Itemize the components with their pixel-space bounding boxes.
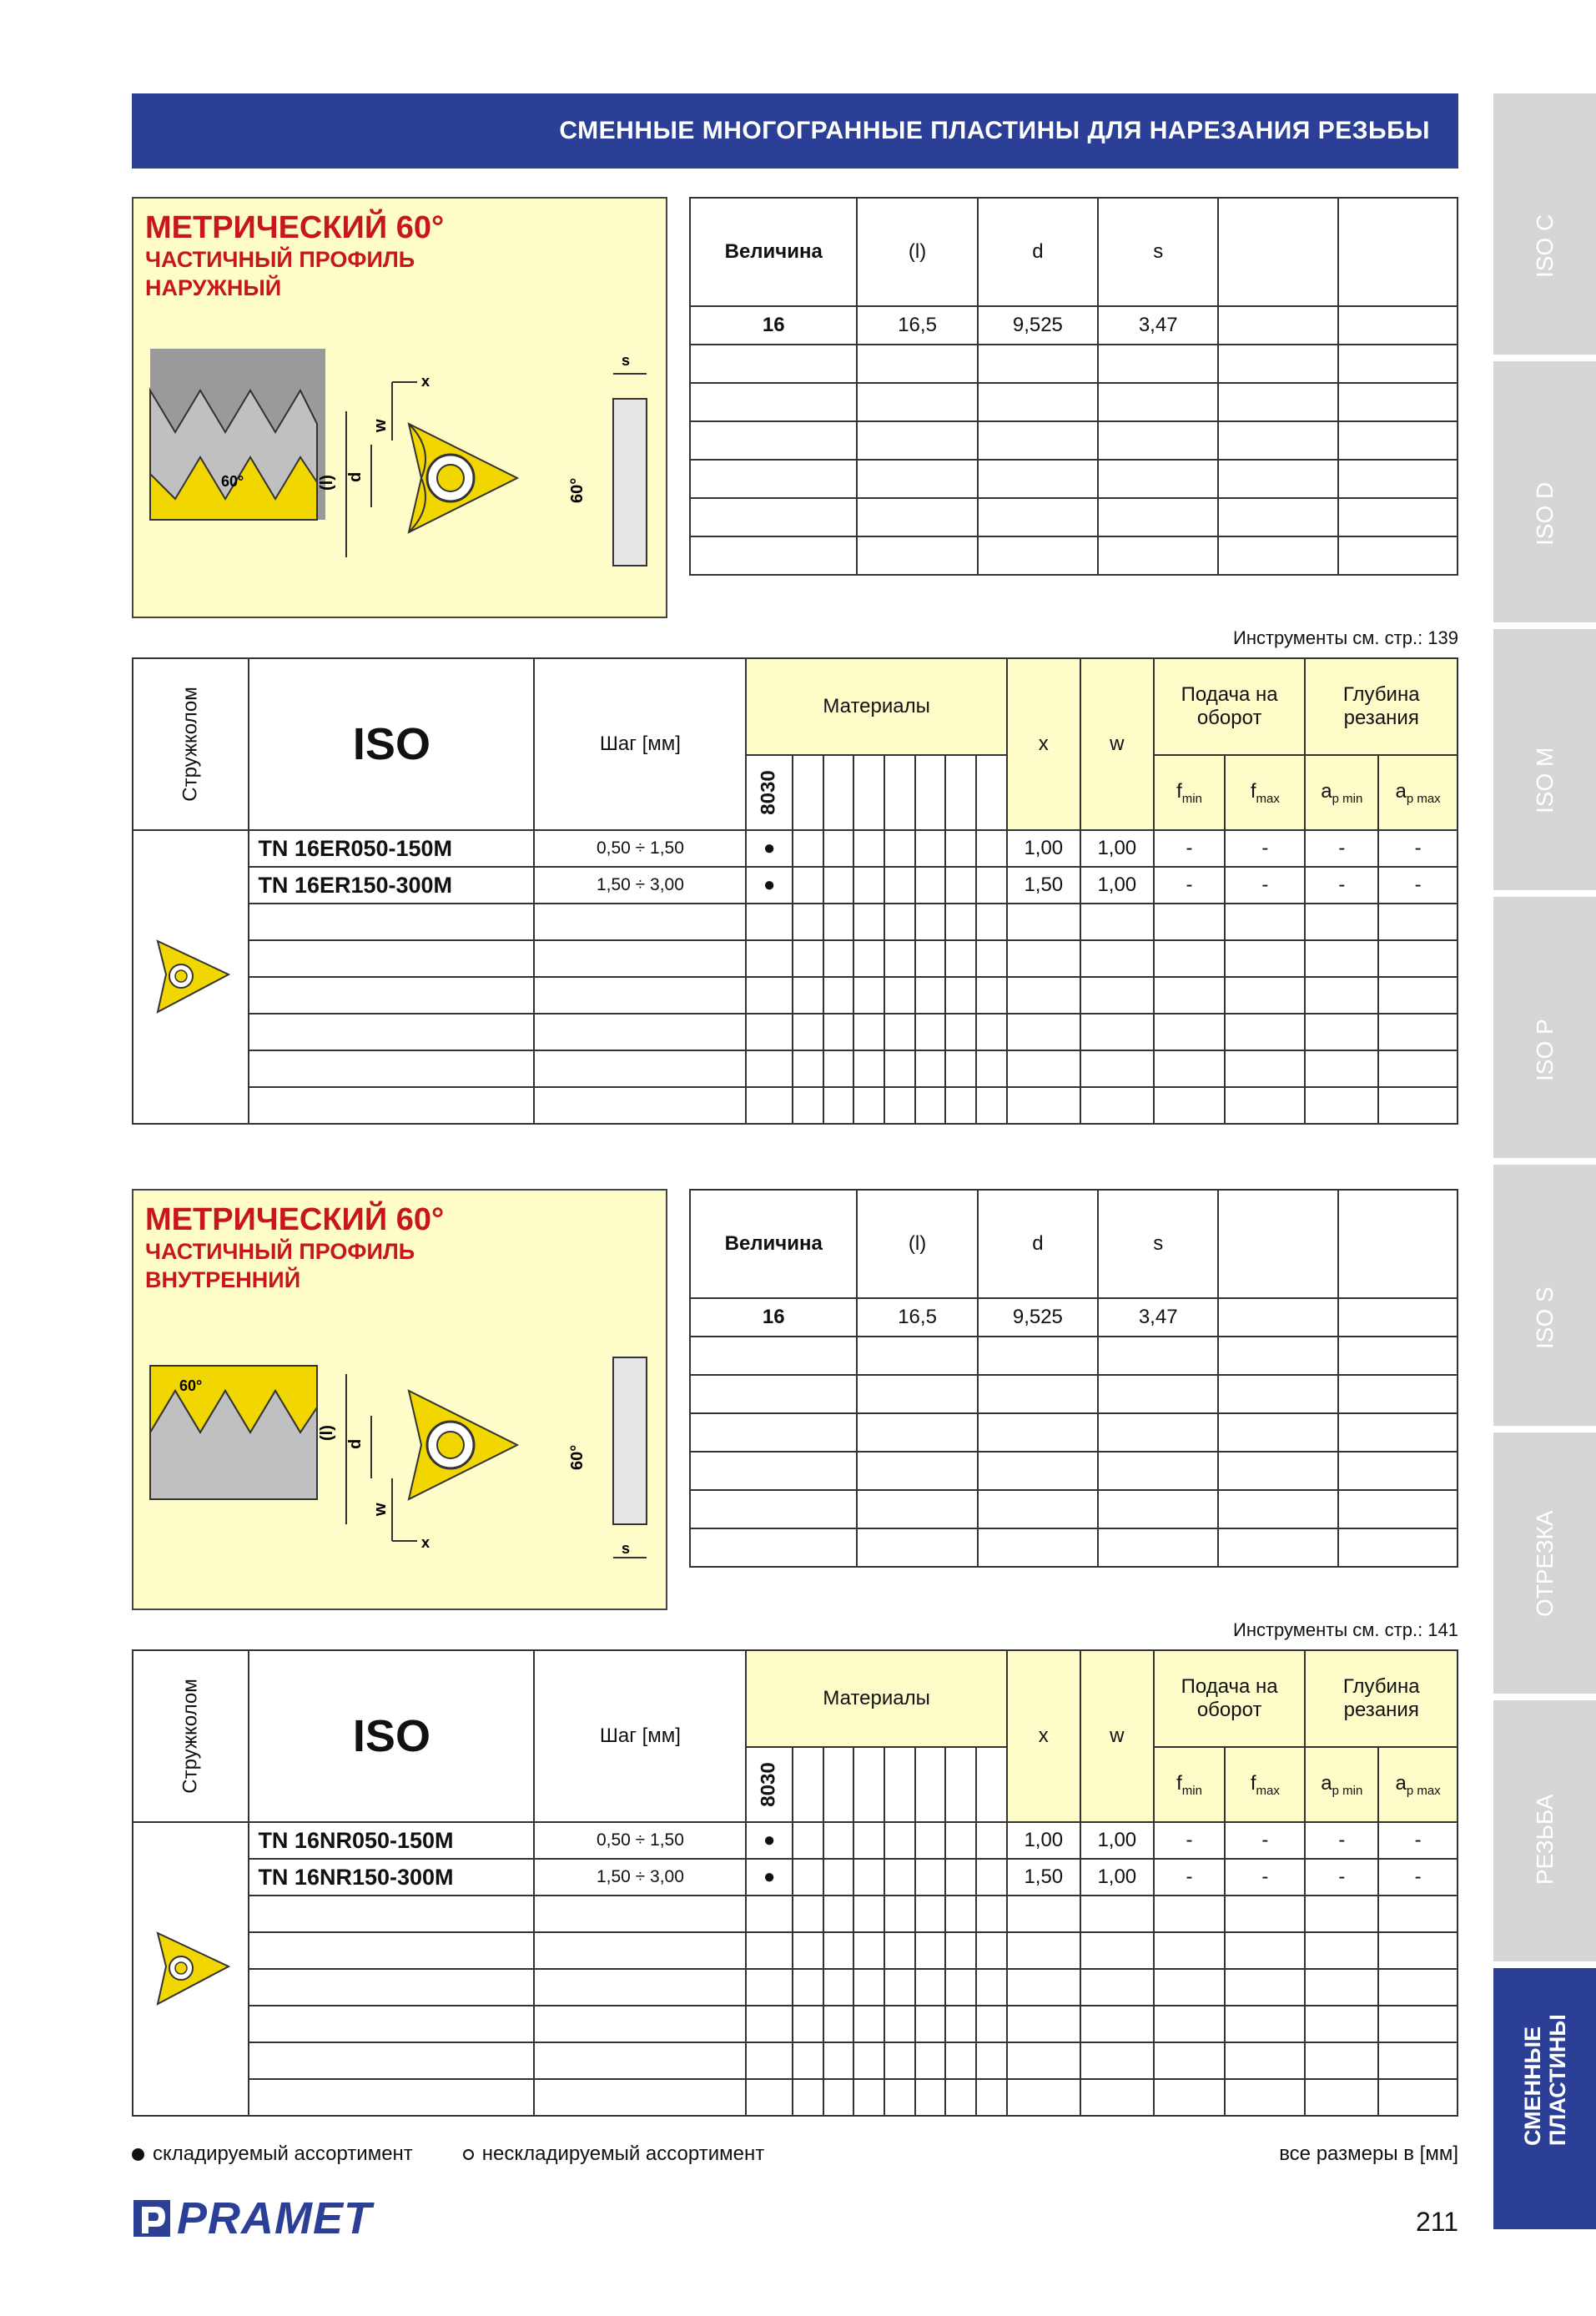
grade-8030-header xyxy=(746,1747,792,1822)
cell-code: TN 16ER050-150M xyxy=(249,830,534,867)
angle-label: 60° xyxy=(221,473,244,490)
depth-label-2: резания xyxy=(1343,1699,1419,1721)
cell-empty xyxy=(1338,306,1458,345)
a-symbol: a xyxy=(1395,1771,1407,1795)
stock-dot: ● xyxy=(746,867,792,904)
col-size-header: Величина xyxy=(690,1190,857,1298)
table-row xyxy=(133,1822,1458,1859)
cell-x: 1,50 xyxy=(1007,867,1080,904)
grade-label: 8030 xyxy=(758,1762,781,1807)
insert-icon-cell xyxy=(133,830,249,1124)
cell-empty xyxy=(1218,306,1337,345)
cell-apmax: - xyxy=(1378,830,1458,867)
section-title: МЕТРИЧЕСКИЙ 60° xyxy=(145,1202,445,1237)
cell-apmin: - xyxy=(1305,830,1378,867)
cell-apmax: - xyxy=(1378,1859,1458,1896)
cell-w: 1,00 xyxy=(1080,1822,1154,1859)
cell-empty xyxy=(1338,1298,1458,1337)
col-chipbreaker-header xyxy=(133,658,249,830)
dim-d-label: d xyxy=(346,1438,365,1449)
col-feed-header xyxy=(1154,1650,1306,1747)
cell-apmax: - xyxy=(1378,867,1458,904)
col-l-header: (l) xyxy=(857,198,977,306)
col-apmin-header xyxy=(1305,1747,1378,1822)
cell-fmax: - xyxy=(1225,1822,1305,1859)
legend-nonstocked: нескладируемый ассортимент xyxy=(481,2142,765,2165)
cell-fmin: - xyxy=(1154,867,1225,904)
table-row xyxy=(690,306,1458,345)
col-feed-header xyxy=(1154,658,1306,755)
stock-dot: ● xyxy=(746,1859,792,1896)
col-apmax-header xyxy=(1378,755,1458,830)
cell-apmin: - xyxy=(1305,1822,1378,1859)
cell-apmin: - xyxy=(1305,1859,1378,1896)
section-subtitle-1: ЧАСТИЧНЫЙ ПРОФИЛЬ xyxy=(145,1239,415,1264)
legend xyxy=(132,2142,764,2166)
col-l-header: (l) xyxy=(857,1190,977,1298)
col-size-header: Величина xyxy=(690,198,857,306)
col-depth-header xyxy=(1305,658,1458,755)
tab-label-line1: СМЕННЫЕ xyxy=(1519,2026,1545,2146)
insert-icon xyxy=(149,929,233,1020)
dim-d-label: d xyxy=(346,471,365,482)
cell-d: 9,525 xyxy=(978,1298,1098,1337)
tools-note: Инструменты см. стр.: 139 xyxy=(1233,627,1458,648)
dim-s-label: s xyxy=(622,352,631,369)
col-fmin-header xyxy=(1154,1747,1225,1822)
tab-otrezka[interactable]: ОТРЕЗКА xyxy=(1493,1432,1596,1694)
dim-angle-label: 60° xyxy=(568,477,587,503)
a-symbol: a xyxy=(1321,779,1332,803)
feed-label-1: Подача на xyxy=(1181,683,1278,706)
f-symbol: f xyxy=(1176,779,1182,803)
apmax-sub: p max xyxy=(1406,1783,1441,1798)
col-pitch-header: Шаг [мм] xyxy=(534,658,746,830)
cell-pitch: 0,50 ÷ 1,50 xyxy=(534,830,746,867)
f-symbol: f xyxy=(1176,1771,1182,1795)
cell-s: 3,47 xyxy=(1098,306,1218,345)
col-iso-header: ISO xyxy=(249,1650,534,1822)
tab-iso-m[interactable]: ISO M xyxy=(1493,629,1596,890)
col-d-header: d xyxy=(978,1190,1098,1298)
cell-apmin: - xyxy=(1305,867,1378,904)
cell-w: 1,00 xyxy=(1080,867,1154,904)
pramet-logo-icon xyxy=(132,2198,172,2238)
a-symbol: a xyxy=(1321,1771,1332,1795)
apmin-sub: p min xyxy=(1332,791,1363,806)
tab-iso-d[interactable]: ISO D xyxy=(1493,361,1596,622)
col-materials-header: Материалы xyxy=(746,1650,1006,1747)
depth-label-2: резания xyxy=(1343,707,1419,729)
cell-x: 1,00 xyxy=(1007,830,1080,867)
nonstocked-ring-icon xyxy=(463,2149,474,2160)
section-subtitle-2: ВНУТРЕННИЙ xyxy=(145,1267,301,1292)
tab-smennye-plastiny[interactable] xyxy=(1493,1968,1596,2229)
stock-dot: ● xyxy=(746,1822,792,1859)
col-s-header: s xyxy=(1098,1190,1218,1298)
section-subtitle-2: НАРУЖНЫЙ xyxy=(145,275,282,300)
apmax-sub: p max xyxy=(1406,791,1441,806)
cell-fmax: - xyxy=(1225,867,1305,904)
section-subtitle-1: ЧАСТИЧНЫЙ ПРОФИЛЬ xyxy=(145,247,415,272)
cell-size: 16 xyxy=(690,306,857,345)
table-row xyxy=(133,1859,1458,1896)
fmin-sub: min xyxy=(1181,1783,1202,1798)
tab-iso-p[interactable]: ISO P xyxy=(1493,897,1596,1158)
cell-fmin: - xyxy=(1154,830,1225,867)
stock-dot: ● xyxy=(746,830,792,867)
cell-pitch: 1,50 ÷ 3,00 xyxy=(534,867,746,904)
page-number: 211 xyxy=(1415,2207,1458,2237)
col-materials-header: Материалы xyxy=(746,658,1006,755)
insert-icon-cell xyxy=(133,1822,249,2116)
insert-diagram-external xyxy=(142,332,659,616)
cell-fmin: - xyxy=(1154,1859,1225,1896)
dim-w-label: w xyxy=(371,1503,390,1516)
tools-note: Инструменты см. стр.: 141 xyxy=(1233,1619,1458,1640)
insert-icon xyxy=(149,1921,233,2012)
legend-stocked: складируемый ассортимент xyxy=(153,2142,413,2165)
cell-w: 1,00 xyxy=(1080,1859,1154,1896)
dim-x-label: x xyxy=(421,373,430,390)
fmax-sub: max xyxy=(1256,791,1280,806)
cell-fmin: - xyxy=(1154,1822,1225,1859)
grade-label: 8030 xyxy=(758,770,781,815)
cell-fmax: - xyxy=(1225,830,1305,867)
col-empty-header xyxy=(1338,1190,1458,1298)
col-w-header: w xyxy=(1080,1650,1154,1822)
cell-s: 3,47 xyxy=(1098,1298,1218,1337)
cell-code: TN 16NR150-300M xyxy=(249,1859,534,1896)
feed-label-2: оборот xyxy=(1196,707,1262,729)
cell-fmax: - xyxy=(1225,1859,1305,1896)
fmin-sub: min xyxy=(1181,791,1202,806)
stocked-dot-icon xyxy=(132,2148,144,2161)
apmin-sub: p min xyxy=(1332,1783,1363,1798)
col-x-header: x xyxy=(1007,1650,1080,1822)
tab-iso-s[interactable]: ISO S xyxy=(1493,1165,1596,1426)
feed-label-1: Подача на xyxy=(1181,1675,1278,1698)
col-fmax-header xyxy=(1225,755,1305,830)
insert-diagram-internal xyxy=(142,1324,659,1608)
brand-logo xyxy=(132,2193,372,2244)
inserts-table-external xyxy=(132,657,1458,1125)
dim-w-label: w xyxy=(371,419,390,432)
tab-rezba[interactable]: РЕЗЬБА xyxy=(1493,1700,1596,1961)
dimensions-table-internal xyxy=(689,1189,1458,1568)
depth-label-1: Глубина xyxy=(1342,1675,1420,1698)
page-header: СМЕННЫЕ МНОГОГРАННЫЕ ПЛАСТИНЫ ДЛЯ НАРЕЗАНИЯ РЕЗЬБЫ xyxy=(132,93,1458,169)
table-row xyxy=(133,830,1458,867)
table-row xyxy=(133,867,1458,904)
cell-pitch: 0,50 ÷ 1,50 xyxy=(534,1822,746,1859)
col-empty-header xyxy=(1218,198,1337,306)
cell-x: 1,00 xyxy=(1007,1822,1080,1859)
col-depth-header xyxy=(1305,1650,1458,1747)
cell-empty xyxy=(1218,1298,1337,1337)
cell-code: TN 16NR050-150M xyxy=(249,1822,534,1859)
profile-box-internal xyxy=(132,1189,667,1610)
cell-x: 1,50 xyxy=(1007,1859,1080,1896)
cell-apmax: - xyxy=(1378,1822,1458,1859)
col-pitch-header: Шаг [мм] xyxy=(534,1650,746,1822)
dimensions-table-external xyxy=(689,197,1458,576)
f-symbol: f xyxy=(1250,779,1256,803)
grade-8030-header xyxy=(746,755,792,830)
brand-name: PRAMET xyxy=(177,2193,372,2243)
cell-size: 16 xyxy=(690,1298,857,1337)
units-note: все размеры в [мм] xyxy=(1279,2142,1458,2165)
col-empty-header xyxy=(1218,1190,1337,1298)
dim-x-label: x xyxy=(421,1534,430,1551)
col-empty-header xyxy=(1338,198,1458,306)
dim-angle-label: 60° xyxy=(568,1444,587,1470)
profile-box-external xyxy=(132,197,667,618)
col-fmax-header xyxy=(1225,1747,1305,1822)
dim-s-label: s xyxy=(622,1540,631,1557)
cell-d: 9,525 xyxy=(978,306,1098,345)
angle-label: 60° xyxy=(179,1377,203,1394)
col-apmin-header xyxy=(1305,755,1378,830)
tab-label-line2: ПЛАСТИНЫ xyxy=(1544,2014,1570,2146)
section-title: МЕТРИЧЕСКИЙ 60° xyxy=(145,210,445,245)
cell-w: 1,00 xyxy=(1080,830,1154,867)
dim-l-label: (l) xyxy=(318,475,336,491)
col-x-header: x xyxy=(1007,658,1080,830)
depth-label-1: Глубина xyxy=(1342,683,1420,706)
col-s-header: s xyxy=(1098,198,1218,306)
col-chipbreaker-header xyxy=(133,1650,249,1822)
feed-label-2: оборот xyxy=(1196,1699,1262,1721)
a-symbol: a xyxy=(1395,779,1407,803)
chipbreaker-label: Стружколом xyxy=(179,1679,202,1794)
cell-code: TN 16ER150-300M xyxy=(249,867,534,904)
cell-pitch: 1,50 ÷ 3,00 xyxy=(534,1859,746,1896)
col-iso-header: ISO xyxy=(249,658,534,830)
table-row xyxy=(690,1298,1458,1337)
col-apmax-header xyxy=(1378,1747,1458,1822)
chipbreaker-label: Стружколом xyxy=(179,687,202,802)
col-w-header: w xyxy=(1080,658,1154,830)
col-d-header: d xyxy=(978,198,1098,306)
tab-iso-c[interactable]: ISO C xyxy=(1493,93,1596,355)
col-fmin-header xyxy=(1154,755,1225,830)
f-symbol: f xyxy=(1250,1771,1256,1795)
inserts-table-internal xyxy=(132,1649,1458,2117)
dim-l-label: (l) xyxy=(318,1425,336,1441)
fmax-sub: max xyxy=(1256,1783,1280,1798)
cell-l: 16,5 xyxy=(857,1298,977,1337)
cell-l: 16,5 xyxy=(857,306,977,345)
